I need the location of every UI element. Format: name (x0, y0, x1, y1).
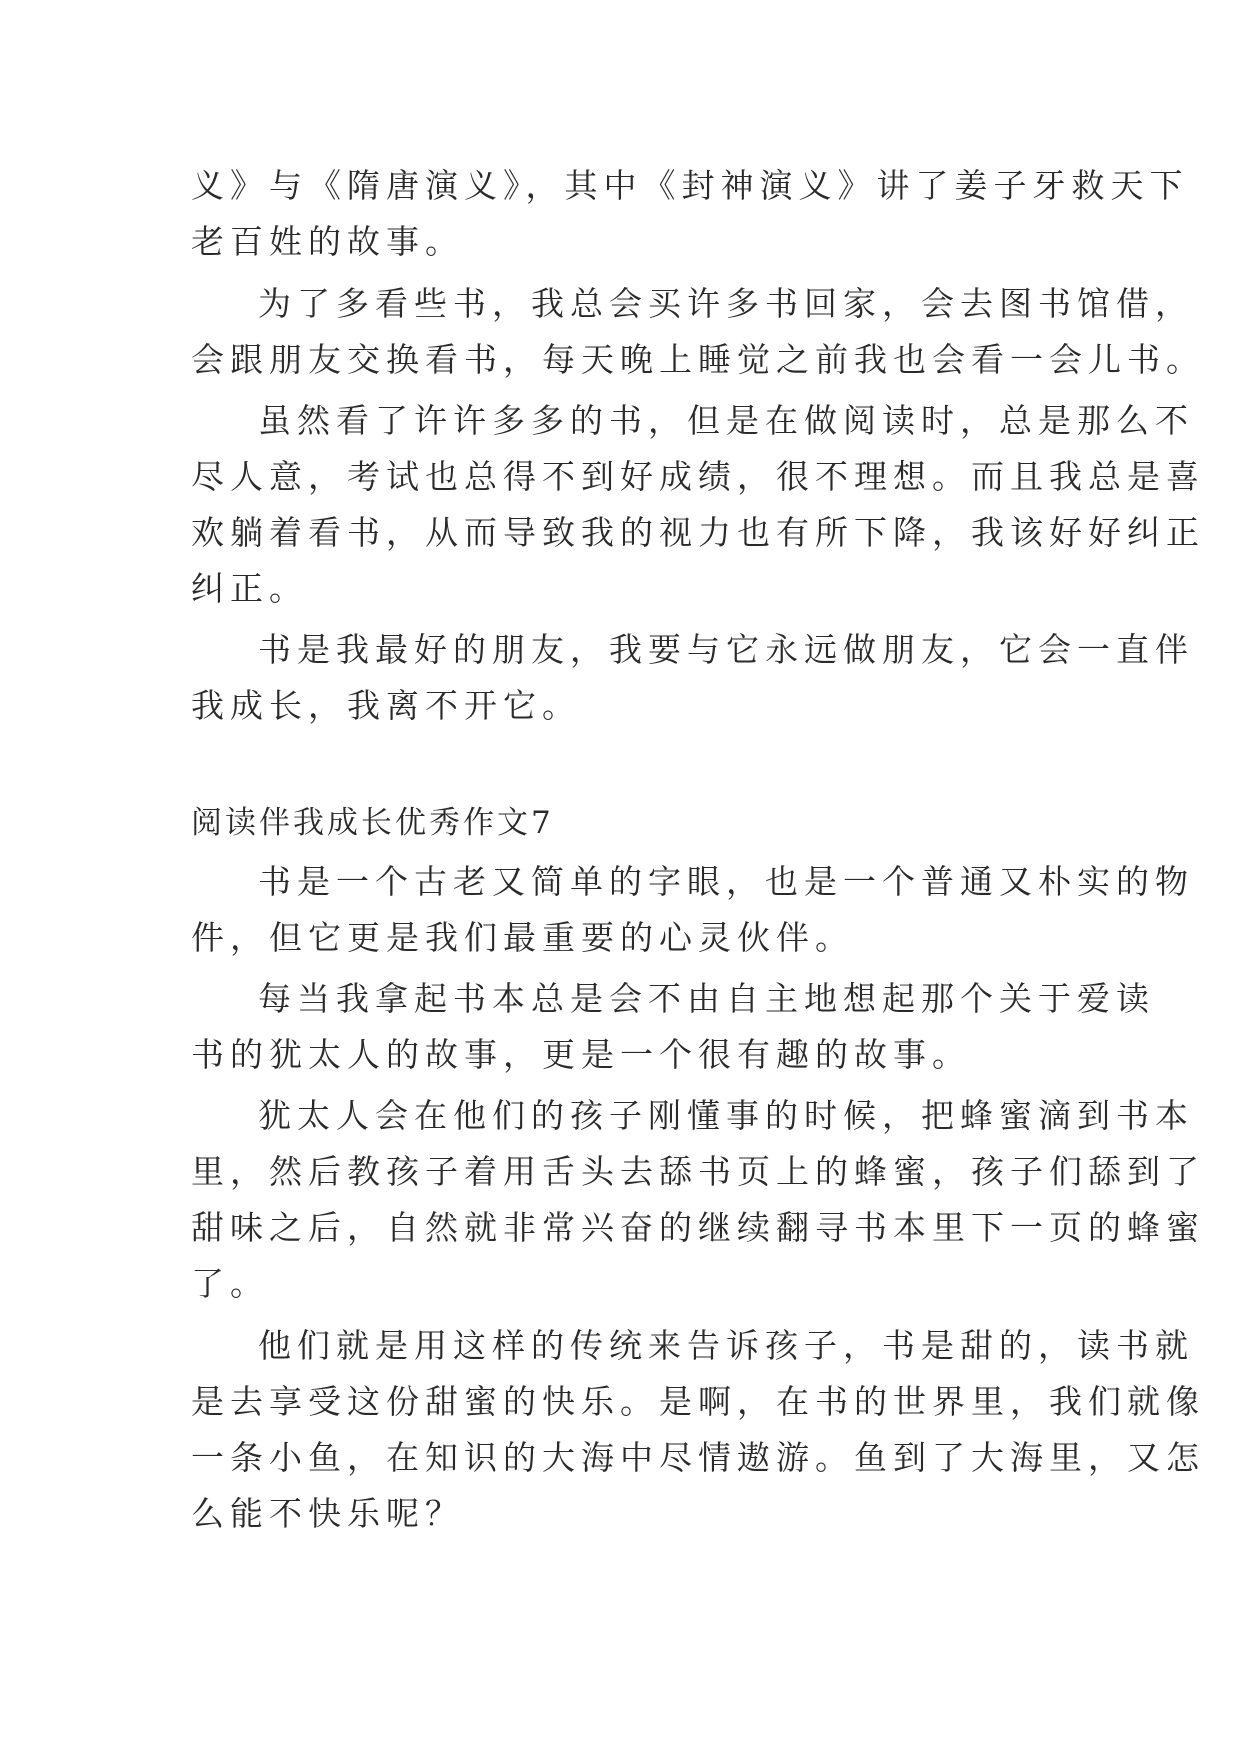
text-line: 欢躺着看书，从而导致我的视力也有所下降，我该好好纠正 (191, 513, 1205, 552)
text-line: 我成长，我离不开它。 (191, 686, 581, 725)
text-line: 书的犹太人的故事，更是一个很有趣的故事。 (191, 1035, 971, 1074)
essay-title: 阅读伴我成长优秀作文7 (191, 805, 554, 841)
text-line: 了。 (191, 1264, 269, 1303)
text-line: 纠正。 (191, 569, 308, 608)
paragraph-first-line: 书是我最好的朋友，我要与它永远做朋友，它会一直伴 (258, 630, 1194, 669)
paragraph-first-line: 书是一个古老又简单的字眼，也是一个普通又朴实的物 (258, 862, 1194, 901)
text-line: 件，但它更是我们最重要的心灵伙伴。 (191, 918, 854, 957)
text-line: 老百姓的故事。 (191, 222, 464, 261)
text-line: 会跟朋友交换看书，每天晚上睡觉之前我也会看一会儿书。 (191, 340, 1205, 379)
text-line: 是去享受这份甜蜜的快乐。是啊，在书的世界里，我们就像 (191, 1382, 1205, 1421)
paragraph-first-line: 犹太人会在他们的孩子刚懂事的时候，把蜂蜜滴到书本 (258, 1096, 1194, 1135)
text-line: 义》与《隋唐演义》，其中《封神演义》讲了姜子牙救天下 (191, 166, 1189, 205)
text-line: 里，然后教孩子着用舌头去舔书页上的蜂蜜，孩子们舔到了 (191, 1152, 1205, 1191)
text-line: 么能不快乐呢？ (191, 1494, 464, 1533)
paragraph-first-line: 每当我拿起书本总是会不由自主地想起那个关于爱读 (258, 979, 1155, 1018)
paragraph-first-line: 虽然看了许许多多的书，但是在做阅读时，总是那么不 (258, 401, 1194, 440)
paragraph-first-line: 他们就是用这样的传统来告诉孩子，书是甜的，读书就 (258, 1326, 1194, 1365)
text-line: 甜味之后，自然就非常兴奋的继续翻寻书本里下一页的蜂蜜 (191, 1208, 1205, 1247)
text-line: 尽人意，考试也总得不到好成绩，很不理想。而且我总是喜 (191, 457, 1205, 496)
paragraph-first-line: 为了多看些书，我总会买许多书回家，会去图书馆借， (258, 284, 1194, 323)
text-line: 一条小鱼，在知识的大海中尽情遨游。鱼到了大海里，又怎 (191, 1438, 1205, 1477)
